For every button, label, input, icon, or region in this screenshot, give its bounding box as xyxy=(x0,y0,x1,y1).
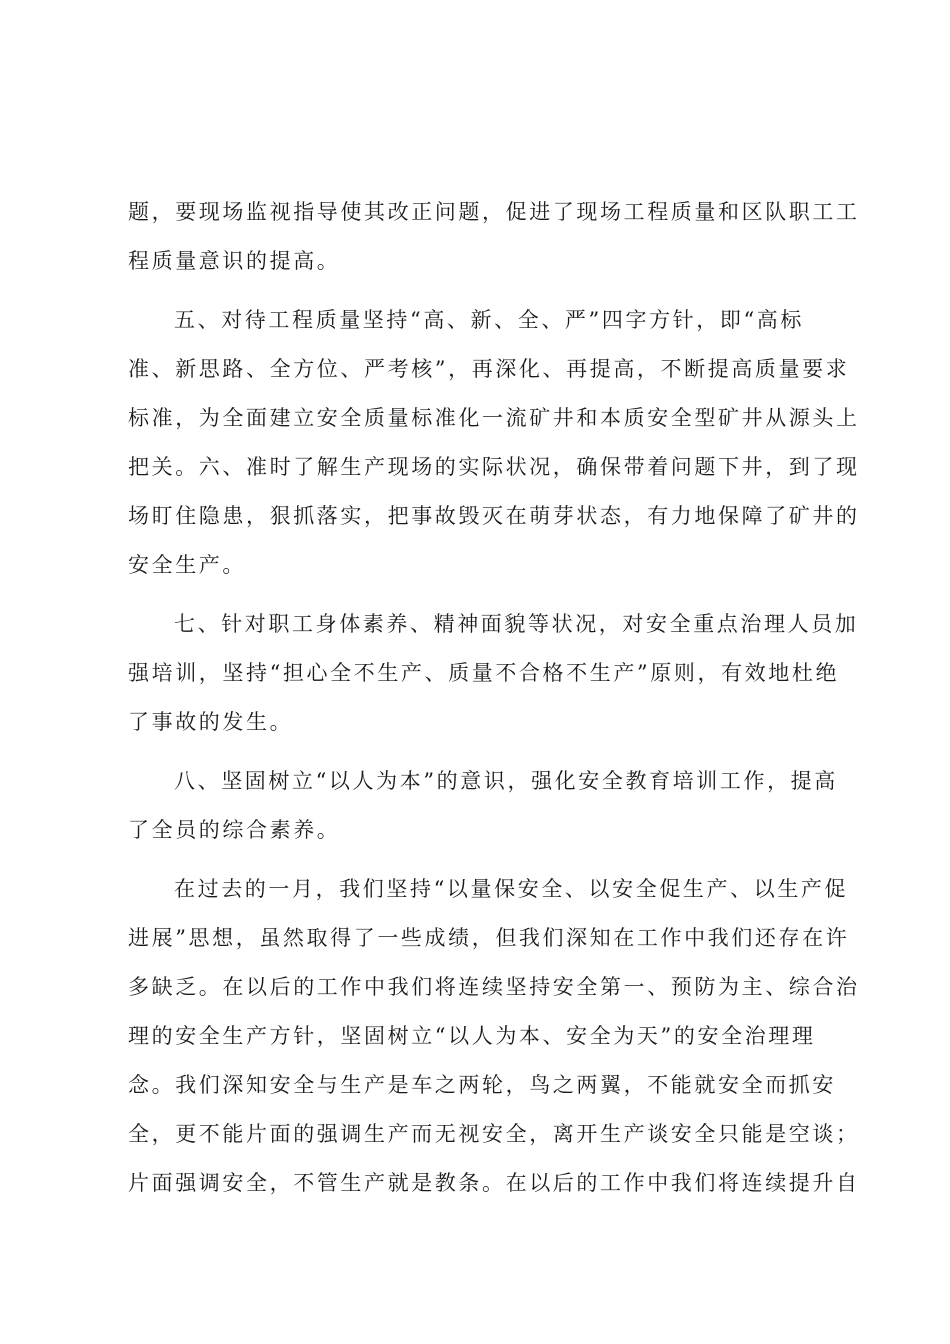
text-line: 八、坚固树立“以人为本”的意识，强化安全教育培训工作，提高 xyxy=(174,769,838,793)
text-line: 五、对待工程质量坚持“高、新、全、严”四字方针，即“高标 xyxy=(174,308,805,332)
text-line: 多缺乏。在以后的工作中我们将连续坚持安全第一、预防为主、综合治 xyxy=(128,975,860,999)
text-line: 进展”思想，虽然取得了一些成绩，但我们深知在工作中我们还存在许 xyxy=(128,926,850,950)
text-line: 理的安全生产方针，坚固树立“以人为本、安全为天”的安全治理理 xyxy=(128,1024,816,1048)
text-line: 场盯住隐患，狠抓落实，把事故毁灭在萌芽状态，有力地保障了矿井的 xyxy=(128,504,860,528)
text-line: 把关。六、准时了解生产现场的实际状况，确保带着问题下井，到了现 xyxy=(128,455,860,479)
text-line: 标准，为全面建立安全质量标准化一流矿井和本质安全型矿井从源头上 xyxy=(128,406,860,430)
text-line: 七、针对职工身体素养、精神面貌等状况，对安全重点治理人员加 xyxy=(174,612,859,636)
paragraph-gap xyxy=(128,286,828,296)
text-line: 了事故的发生。 xyxy=(128,710,294,734)
text-line: 了全员的综合素养。 xyxy=(128,818,341,842)
text-line: 准、新思路、全方位、严考核”，再深化、再提高，不断提高质量要求 xyxy=(128,357,850,381)
text-line: 程质量意识的提高。 xyxy=(128,249,341,273)
paragraph-gap xyxy=(128,747,828,757)
text-line: 题，要现场监视指导使其改正问题，促进了现场工程质量和区队职工工 xyxy=(128,200,860,224)
paragraph-gap xyxy=(128,855,828,865)
paragraph-gap xyxy=(128,590,828,600)
text-line: 全，更不能片面的强调生产而无视安全，离开生产谈安全只能是空谈； xyxy=(128,1122,860,1146)
text-line: 安全生产。 xyxy=(128,553,246,577)
text-line: 念。我们深知安全与生产是车之两轮，鸟之两翼，不能就安全而抓安 xyxy=(128,1073,836,1097)
text-line: 强培训，坚持“担心全不生产、质量不合格不生产”原则，有效地杜绝 xyxy=(128,661,840,685)
text-line: 在过去的一月，我们坚持“以量保安全、以安全促生产、以生产促 xyxy=(174,877,849,901)
document-body xyxy=(128,188,860,1208)
text-line: 片面强调安全，不管生产就是教条。在以后的工作中我们将连续提升自 xyxy=(128,1171,860,1195)
